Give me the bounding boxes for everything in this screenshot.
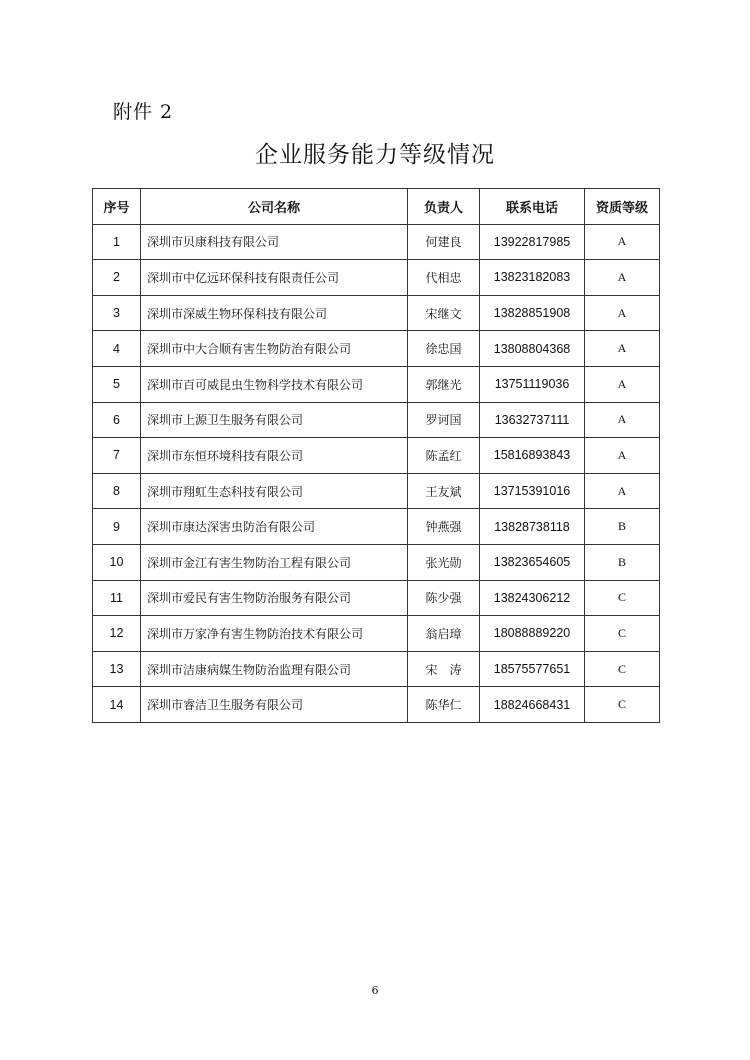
person-in-charge: 郭继光	[408, 366, 480, 402]
table-row	[93, 687, 660, 723]
table-row	[93, 544, 660, 580]
qualification-grade: C	[585, 687, 660, 723]
company-name: 深圳市东恒环境科技有限公司	[141, 438, 408, 474]
row-index: 5	[93, 366, 141, 402]
table-row	[93, 651, 660, 687]
table-header-row	[93, 189, 660, 225]
person-in-charge: 徐忠国	[408, 331, 480, 367]
qualification-grade: B	[585, 544, 660, 580]
table-row	[93, 580, 660, 616]
header-phone: 联系电话	[480, 189, 585, 225]
qualification-grade: A	[585, 331, 660, 367]
qualification-grade: C	[585, 651, 660, 687]
phone-number: 13632737111	[480, 402, 585, 438]
person-in-charge: 王友斌	[408, 473, 480, 509]
service-level-table	[92, 188, 660, 723]
qualification-grade: A	[585, 224, 660, 260]
person-in-charge: 宋继文	[408, 295, 480, 331]
row-index: 6	[93, 402, 141, 438]
table-row	[93, 224, 660, 260]
table-row	[93, 402, 660, 438]
row-index: 10	[93, 544, 141, 580]
person-in-charge: 陈孟红	[408, 438, 480, 474]
row-index: 8	[93, 473, 141, 509]
row-index: 14	[93, 687, 141, 723]
person-in-charge: 陈华仁	[408, 687, 480, 723]
company-name: 深圳市爱民有害生物防治服务有限公司	[141, 580, 408, 616]
phone-number: 13823182083	[480, 260, 585, 296]
page-title: 企业服务能力等级情况	[255, 142, 495, 168]
company-name: 深圳市百可威昆虫生物科学技术有限公司	[141, 366, 408, 402]
person-in-charge: 罗诃国	[408, 402, 480, 438]
phone-number: 13751119036	[480, 366, 585, 402]
phone-number: 13828851908	[480, 295, 585, 331]
row-index: 3	[93, 295, 141, 331]
company-name: 深圳市翔虹生态科技有限公司	[141, 473, 408, 509]
person-in-charge: 陈少强	[408, 580, 480, 616]
qualification-grade: A	[585, 260, 660, 296]
attachment-label: 附件 2	[113, 101, 174, 123]
phone-number: 13715391016	[480, 473, 585, 509]
company-name: 深圳市贝康科技有限公司	[141, 224, 408, 260]
qualification-grade: C	[585, 580, 660, 616]
table-row	[93, 438, 660, 474]
phone-number: 15816893843	[480, 438, 585, 474]
table-row	[93, 509, 660, 545]
person-in-charge: 代相忠	[408, 260, 480, 296]
row-index: 4	[93, 331, 141, 367]
row-index: 2	[93, 260, 141, 296]
person-in-charge: 何建良	[408, 224, 480, 260]
qualification-grade: A	[585, 402, 660, 438]
table-row	[93, 473, 660, 509]
qualification-grade: A	[585, 438, 660, 474]
person-in-charge: 张光勋	[408, 544, 480, 580]
table-row	[93, 260, 660, 296]
phone-number: 13808804368	[480, 331, 585, 367]
phone-number: 18088889220	[480, 616, 585, 652]
table-row	[93, 366, 660, 402]
company-name: 深圳市万家净有害生物防治技术有限公司	[141, 616, 408, 652]
row-index: 11	[93, 580, 141, 616]
company-name: 深圳市深威生物环保科技有限公司	[141, 295, 408, 331]
company-name: 深圳市上源卫生服务有限公司	[141, 402, 408, 438]
company-name: 深圳市洁康病媒生物防治监理有限公司	[141, 651, 408, 687]
table-row	[93, 616, 660, 652]
row-index: 13	[93, 651, 141, 687]
person-in-charge: 宋 涛	[408, 651, 480, 687]
page-number: 6	[371, 984, 379, 997]
qualification-grade: A	[585, 366, 660, 402]
company-name: 深圳市睿洁卫生服务有限公司	[141, 687, 408, 723]
row-index: 7	[93, 438, 141, 474]
row-index: 9	[93, 509, 141, 545]
person-in-charge: 翁启璋	[408, 616, 480, 652]
header-qualification-grade: 资质等级	[585, 189, 660, 225]
header-company-name: 公司名称	[141, 189, 408, 225]
table-row	[93, 331, 660, 367]
company-name: 深圳市金江有害生物防治工程有限公司	[141, 544, 408, 580]
qualification-grade: B	[585, 509, 660, 545]
phone-number: 18824668431	[480, 687, 585, 723]
header-person-in-charge: 负责人	[408, 189, 480, 225]
phone-number: 18575577651	[480, 651, 585, 687]
phone-number: 13823654605	[480, 544, 585, 580]
company-name: 深圳市康达深害虫防治有限公司	[141, 509, 408, 545]
table-row	[93, 295, 660, 331]
phone-number: 13824306212	[480, 580, 585, 616]
header-index: 序号	[93, 189, 141, 225]
row-index: 1	[93, 224, 141, 260]
row-index: 12	[93, 616, 141, 652]
qualification-grade: C	[585, 616, 660, 652]
phone-number: 13828738118	[480, 509, 585, 545]
company-name: 深圳市中亿远环保科技有限责任公司	[141, 260, 408, 296]
person-in-charge: 钟燕强	[408, 509, 480, 545]
company-name: 深圳市中大合顺有害生物防治有限公司	[141, 331, 408, 367]
phone-number: 13922817985	[480, 224, 585, 260]
qualification-grade: A	[585, 295, 660, 331]
qualification-grade: A	[585, 473, 660, 509]
